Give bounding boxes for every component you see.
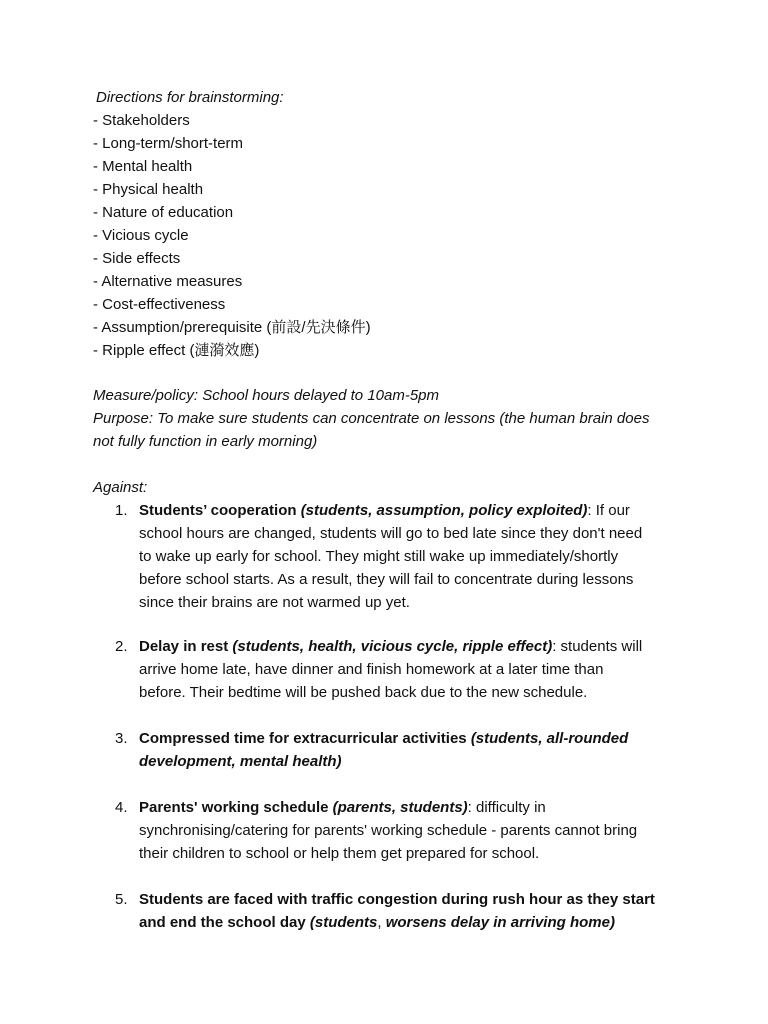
point-title: Parents' working schedule	[139, 799, 329, 816]
direction-item: - Vicious cycle	[93, 227, 189, 244]
against-heading: Against:	[93, 479, 148, 496]
purpose-line: Purpose: To make sure students can concentrate on lessons (the human brain does	[93, 410, 650, 427]
point-text: : students will	[552, 638, 643, 655]
point-tags: (students	[309, 914, 378, 931]
point-first-line	[139, 727, 679, 750]
point-tags: (students, all-rounded	[470, 730, 629, 747]
point-second-line	[139, 911, 679, 934]
point-text: : difficulty in	[467, 799, 546, 816]
direction-item: - Long-term/short-term	[93, 135, 244, 152]
direction-item: - Ripple effect (漣漪效應)	[93, 342, 260, 359]
directions-heading: Directions for brainstorming:	[96, 89, 284, 106]
direction-item: - Cost-effectiveness	[93, 296, 226, 313]
direction-item: - Stakeholders	[93, 112, 190, 129]
purpose-line: not fully function in early morning)	[93, 433, 318, 450]
point-title-continued: and end the school day	[139, 914, 306, 931]
point-title: Delay in rest	[139, 638, 229, 655]
point-tags: (students, health, vicious cycle, ripple effect)	[232, 638, 553, 655]
point-line: arrive home late, have dinner and finish homework at a later time than	[139, 661, 604, 678]
direction-item: - Physical health	[93, 181, 204, 198]
point-number: 1.	[115, 502, 128, 519]
direction-item: - Mental health	[93, 158, 193, 175]
point-tags: worsens delay in arriving home)	[385, 914, 615, 931]
point-first-line	[139, 635, 679, 658]
against-point-1	[139, 499, 679, 614]
point-number: 3.	[115, 730, 128, 747]
point-number: 2.	[115, 638, 128, 655]
point-title: Students are faced with traffic congestion during rush hour as they start	[139, 891, 655, 908]
point-line: synchronising/catering for parents' working schedule - parents cannot bring	[139, 822, 638, 839]
point-line: their children to school or help them get prepared for school.	[139, 845, 540, 862]
point-separator: ,	[377, 914, 382, 931]
direction-item: - Alternative measures	[93, 273, 243, 290]
point-first-line	[139, 796, 679, 819]
point-line: before school starts. As a result, they will fail to concentrate during lessons	[139, 571, 634, 588]
against-point-2	[139, 635, 679, 704]
point-text: : If our	[587, 502, 630, 519]
point-line: before. Their bedtime will be pushed back due to the new schedule.	[139, 684, 588, 701]
point-tags: (students, assumption, policy exploited)	[300, 502, 588, 519]
point-title: Students’ cooperation	[139, 502, 297, 519]
direction-item: - Assumption/prerequisite (前設/先決條件)	[93, 319, 371, 336]
measure-line: Measure/policy: School hours delayed to 10am-5pm	[93, 387, 440, 404]
point-title: Compressed time for extracurricular activities	[139, 730, 467, 747]
point-line: since their brains are not warmed up yet.	[139, 594, 410, 611]
point-first-line	[139, 499, 679, 522]
against-point-3	[139, 727, 679, 773]
against-point-5	[139, 888, 679, 934]
direction-item: - Side effects	[93, 250, 181, 267]
point-tags: (parents, students)	[332, 799, 468, 816]
against-point-4	[139, 796, 679, 865]
point-line: school hours are changed, students will go to bed late since they don't need	[139, 525, 643, 542]
point-tags-continued: development, mental health)	[139, 753, 342, 770]
point-number: 5.	[115, 891, 128, 908]
point-number: 4.	[115, 799, 128, 816]
point-line: to wake up early for school. They might still wake up immediately/shortly	[139, 548, 619, 565]
direction-item: - Nature of education	[93, 204, 234, 221]
